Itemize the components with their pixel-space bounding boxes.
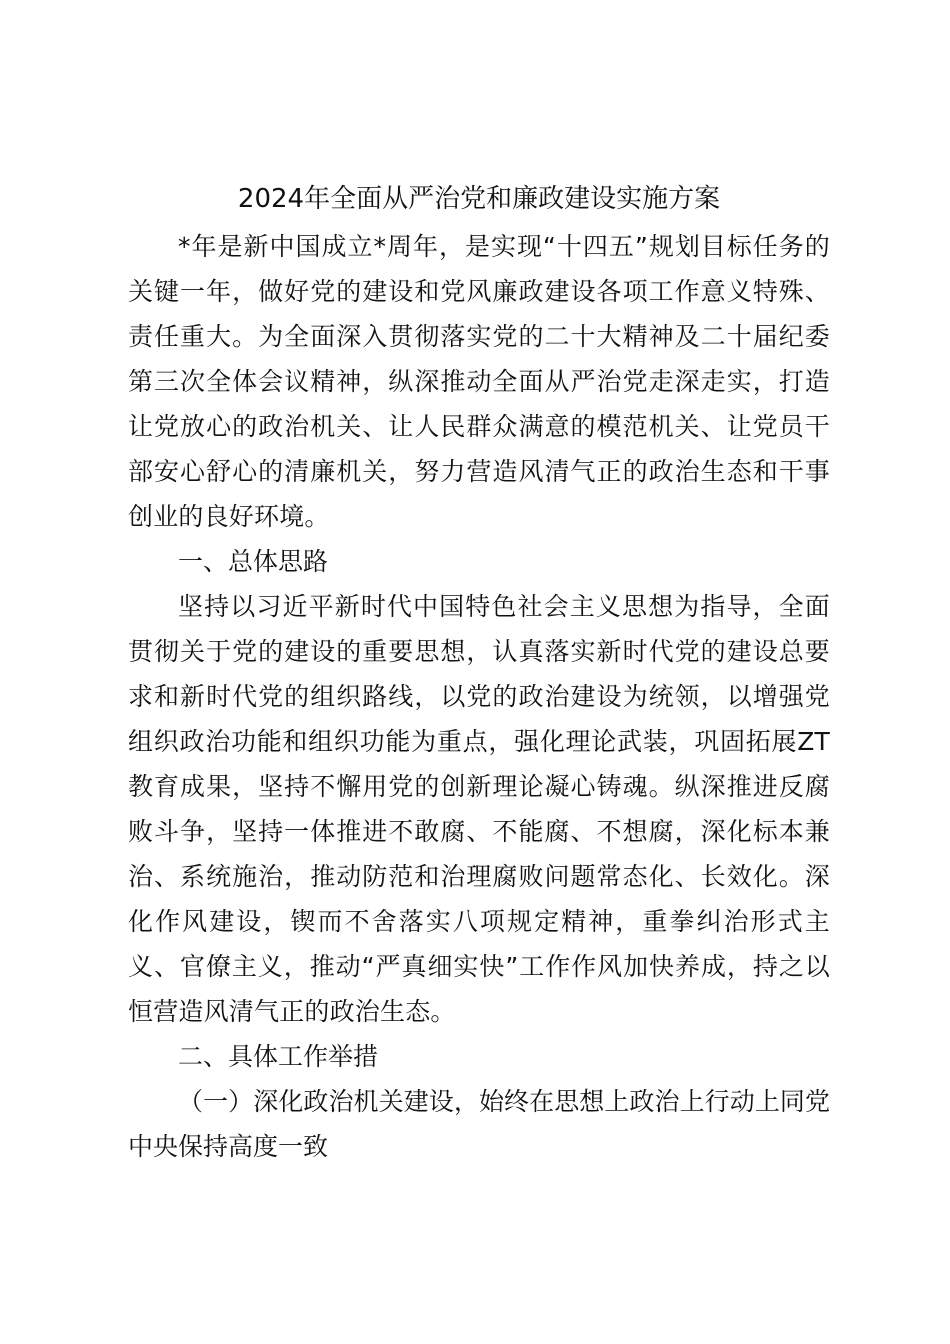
- intro-paragraph: *年是新中国成立*周年，是实现“十四五”规划目标任务的关键一年，做好党的建设和党风廉政建设各项工作意义特殊、责任重大。为全面深入贯彻落实党的二十大精神及二十届纪委第三次全体会议精神，纵深推动全面从严治党走深走实，打造让党放心的政治机关、让人民群众满意的模范机关、让党员干部安心舒心的清廉机关，努力营造风清气正的政治生态和干事创业的良好环境。: [128, 232, 830, 531]
- document-body: [128, 224, 830, 1169]
- document-title: 2024年全面从严治党和廉政建设实施方案: [237, 184, 721, 214]
- section-heading-overall-approach: 一、总体思路: [178, 547, 329, 576]
- section-heading-specific-measures: 二、具体工作举措: [178, 1042, 379, 1071]
- overall-approach-paragraph: 坚持以习近平新时代中国特色社会主义思想为指导，全面贯彻关于党的建设的重要思想，认真落实新时代党的建设总要求和新时代党的组织路线，以党的政治建设为统领，以增强党组织政治功能和组织功能为重点，强化理论武装，巩固拓展ZT教育成果，坚持不懈用党的创新理论凝心铸魂。纵深推进反腐败斗争，坚持一体推进不敢腐、不能腐、不想腐，深化标本兼治、系统施治，推动防范和治理腐败问题常态化、长效化。深化作风建设，锲而不舍落实八项规定精神，重拳纠治形式主义、官僚主义，推动“严真细实快”工作作风加快养成，持之以恒营造风清气正的政治生态。: [128, 592, 830, 1026]
- subsection-heading-political-organ: （一）深化政治机关建设，始终在思想上政治上行动上同党中央保持高度一致: [128, 1087, 830, 1161]
